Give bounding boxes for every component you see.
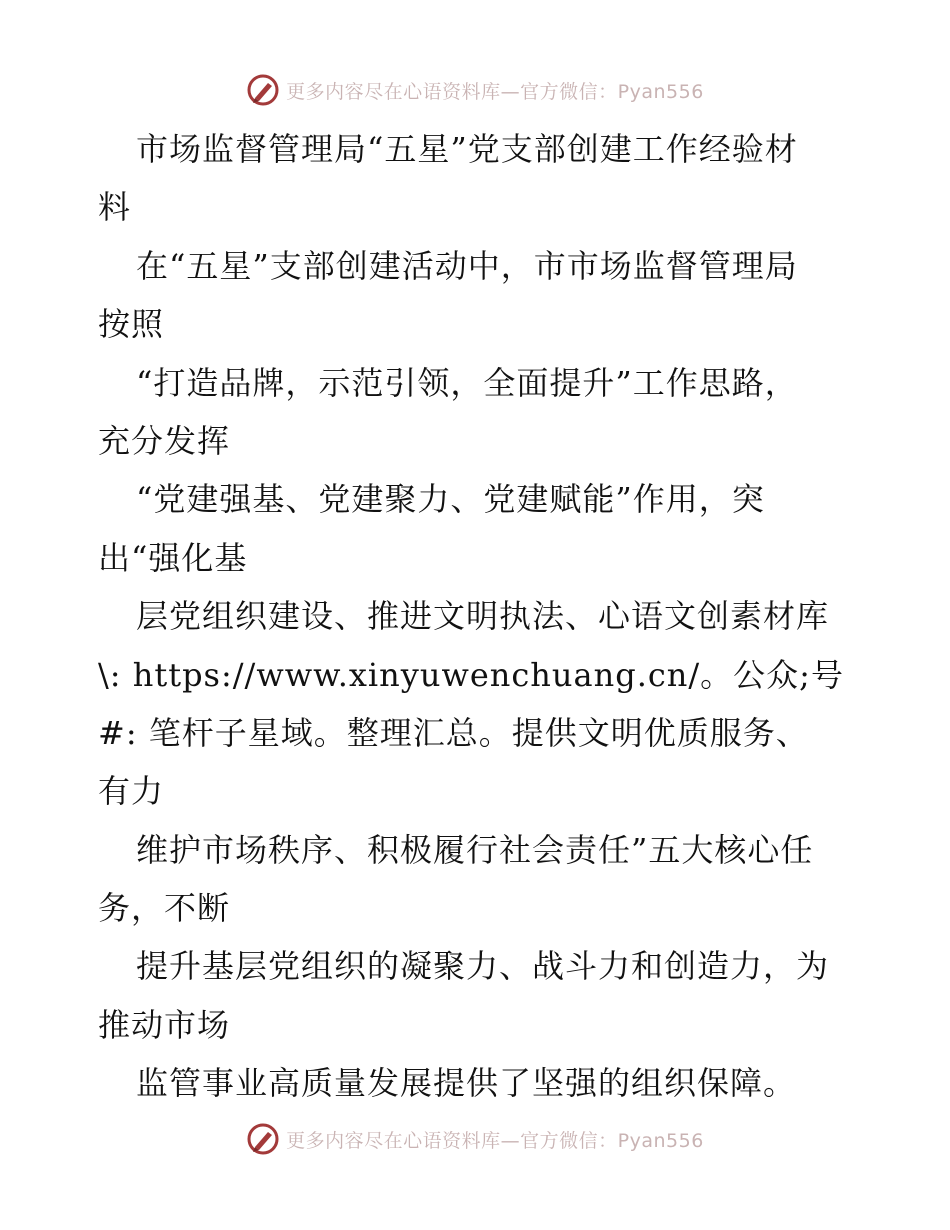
header-banner-text: 更多内容尽在心语资料库—官方微信：Pyan556 — [286, 80, 704, 103]
document-line: 推动市场 — [98, 1005, 231, 1044]
document-line: 维护市场秩序、积极履行社会责任”五大核心任 — [136, 830, 814, 869]
document-line: 料 — [98, 188, 132, 227]
document-line: “打造品牌，示范引领，全面提升”工作思路， — [136, 363, 798, 402]
pen-logo-icon — [246, 73, 280, 107]
document-line: 提升基层党组织的凝聚力、战斗力和创造力，为 — [136, 947, 830, 986]
footer-banner — [0, 1119, 950, 1159]
document-body — [98, 120, 868, 1113]
document-line: “党建强基、党建聚力、党建赋能”作用，突 — [136, 480, 765, 519]
document-line: 务，不断 — [98, 889, 231, 928]
document-line: 层党组织建设、推进文明执法、心语文创素材库 — [136, 597, 830, 636]
document-line: 市场监督管理局“五星”党支部创建工作经验材 — [136, 130, 798, 168]
document-line: 监管事业高质量发展提供了坚强的组织保障。 — [136, 1064, 797, 1103]
document-line: #: 笔杆子星域。整理汇总。提供文明优质服务、 — [98, 713, 809, 752]
document-line: \: https://www.xinyuwenchuang.cn/。公众;号 — [98, 655, 844, 694]
document-line: 出“强化基 — [98, 538, 248, 577]
document-line: 在“五星”支部创建活动中，市市场监督管理局 — [136, 246, 798, 285]
header-banner — [0, 70, 950, 110]
document-line: 充分发挥 — [98, 421, 231, 460]
footer-banner-text: 更多内容尽在心语资料库—官方微信：Pyan556 — [286, 1129, 704, 1152]
document-line: 有力 — [98, 772, 165, 811]
document-line: 按照 — [98, 305, 165, 344]
pen-logo-icon — [246, 1122, 280, 1156]
